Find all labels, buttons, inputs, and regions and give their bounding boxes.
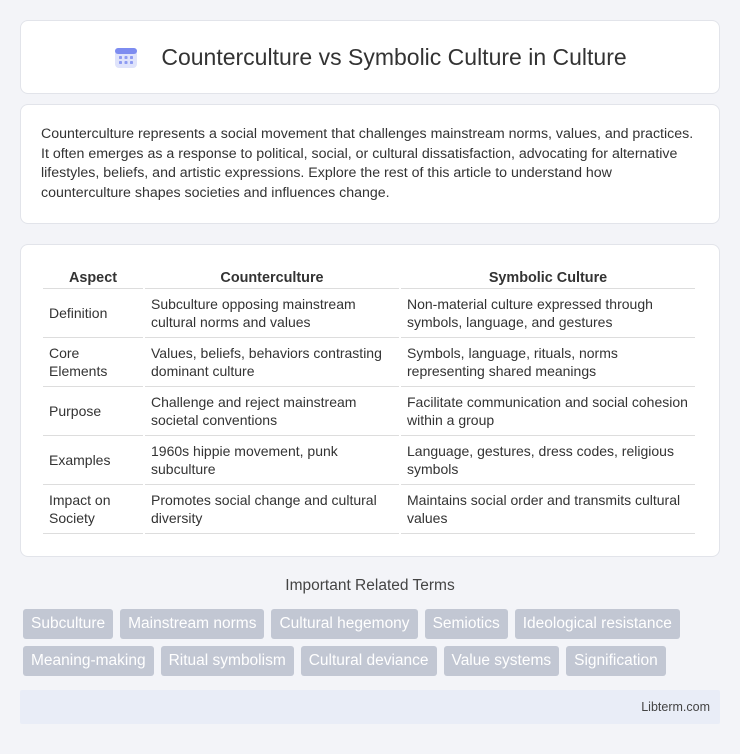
- counterculture-cell: Promotes social change and cultural diversity: [145, 485, 399, 534]
- aspect-cell: Examples: [43, 436, 143, 485]
- tag-ritual-symbolism[interactable]: Ritual symbolism: [161, 646, 294, 676]
- counterculture-cell: 1960s hippie movement, punk subculture: [145, 436, 399, 485]
- comparison-table-card: [20, 244, 720, 557]
- tag-cultural-deviance[interactable]: Cultural deviance: [301, 646, 437, 676]
- comparison-table: [41, 265, 697, 534]
- symbolic-culture-cell: Facilitate communication and social cohesion within a group: [401, 387, 695, 436]
- symbolic-culture-cell: Maintains social order and transmits cultural values: [401, 485, 695, 534]
- table-row: [43, 289, 695, 338]
- tag-signification[interactable]: Signification: [566, 646, 666, 676]
- tag-cultural-hegemony[interactable]: Cultural hegemony: [271, 609, 417, 639]
- footer-site-link[interactable]: Libterm.com: [641, 700, 710, 714]
- calendar-icon: [113, 44, 139, 70]
- aspect-cell: Purpose: [43, 387, 143, 436]
- symbolic-culture-cell: Symbols, language, rituals, norms representing shared meanings: [401, 338, 695, 387]
- footer: [20, 690, 720, 724]
- symbolic-culture-cell: Language, gestures, dress codes, religious symbols: [401, 436, 695, 485]
- header-counterculture: Counterculture: [145, 265, 399, 289]
- aspect-cell: Core Elements: [43, 338, 143, 387]
- title-card: [20, 20, 720, 94]
- tag-mainstream-norms[interactable]: Mainstream norms: [120, 609, 264, 639]
- aspect-cell: Definition: [43, 289, 143, 338]
- intro-text: Counterculture represents a social movement that challenges mainstream norms, values, and practices. It often emerges as a response to political, social, or cultural dissatisfaction, advocating for alternative lifestyles, beliefs, and artistic expressions. Explore the rest of this article to understand how counterculture shapes societies and influences change.: [41, 126, 694, 201]
- table-row: [43, 338, 695, 387]
- table-row: [43, 436, 695, 485]
- aspect-cell: Impact on Society: [43, 485, 143, 534]
- tag-value-systems[interactable]: Value systems: [444, 646, 560, 676]
- table-header-row: [43, 265, 695, 289]
- counterculture-cell: Values, beliefs, behaviors contrasting dominant culture: [145, 338, 399, 387]
- tag-row: [23, 646, 723, 676]
- related-terms: [23, 609, 723, 683]
- tag-meaning-making[interactable]: Meaning-making: [23, 646, 154, 676]
- page-title: Counterculture vs Symbolic Culture in Culture: [161, 43, 627, 70]
- intro-card: [20, 104, 720, 224]
- symbolic-culture-cell: Non-material culture expressed through symbols, language, and gestures: [401, 289, 695, 338]
- table-row: [43, 485, 695, 534]
- counterculture-cell: Subculture opposing mainstream cultural norms and values: [145, 289, 399, 338]
- related-terms-heading: Important Related Terms: [285, 577, 455, 594]
- tag-subculture[interactable]: Subculture: [23, 609, 113, 639]
- table-row: [43, 387, 695, 436]
- tag-row: [23, 609, 723, 639]
- header-symbolic-culture: Symbolic Culture: [401, 265, 695, 289]
- tag-ideological-resistance[interactable]: Ideological resistance: [515, 609, 680, 639]
- counterculture-cell: Challenge and reject mainstream societal conventions: [145, 387, 399, 436]
- header-aspect: Aspect: [43, 265, 143, 289]
- tag-semiotics[interactable]: Semiotics: [425, 609, 508, 639]
